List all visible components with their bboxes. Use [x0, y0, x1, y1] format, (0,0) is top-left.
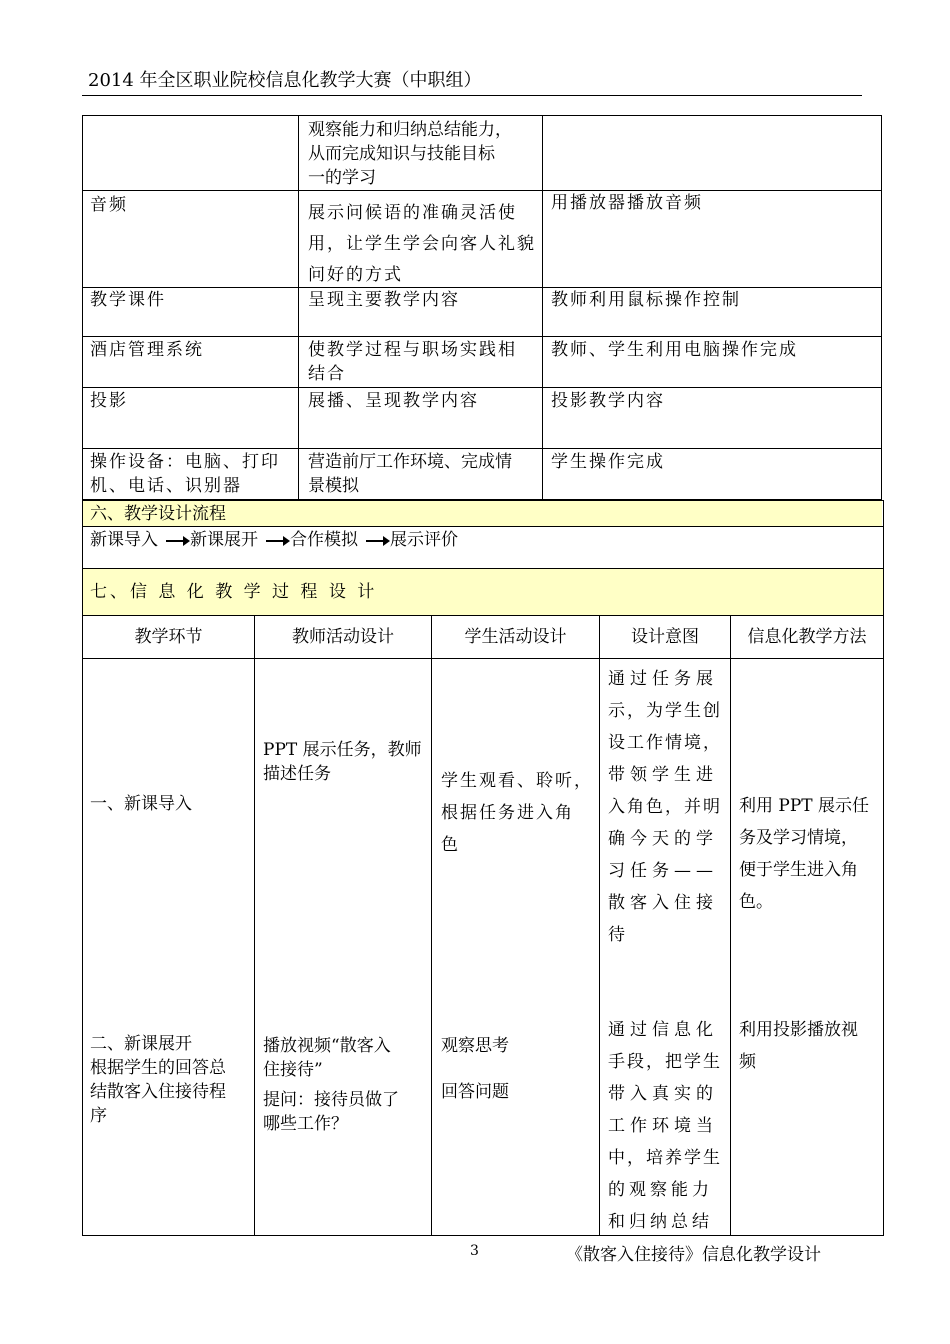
teacher-cell — [263, 738, 422, 786]
cell-line: 入角色，并明 — [608, 797, 722, 817]
cell-line: 一的学习 — [308, 168, 376, 188]
media-purpose-cell: 呈现主要教学内容 — [308, 290, 460, 310]
cell-line: 带领学生进 — [608, 765, 718, 785]
table-border — [599, 615, 600, 1236]
col-header-stage: 教学环节 — [134, 627, 203, 647]
media-usage-cell: 用播放器播放音频 — [551, 193, 703, 213]
media-usage-cell: 教师利用鼠标操作控制 — [551, 290, 741, 310]
table-border — [730, 615, 731, 1236]
table-border — [82, 336, 882, 337]
table-border — [82, 658, 884, 659]
cell-line: 工作环境当 — [608, 1116, 718, 1136]
media-purpose-cell — [308, 198, 536, 291]
cell-line: 中，培养学生 — [608, 1148, 722, 1168]
cell-line: 待 — [608, 925, 627, 945]
cell-line: 的观察能力 — [608, 1180, 713, 1200]
cell-line: 通过任务展 — [608, 669, 718, 689]
table-border — [82, 448, 882, 449]
stage-cell — [90, 1032, 226, 1128]
cell-line: 提问：接待员做了 — [263, 1090, 399, 1110]
table-border — [82, 500, 83, 568]
media-name-cell: 酒店管理系统 — [90, 340, 204, 360]
cell-line: 根据任务进入角 — [441, 803, 574, 823]
table-border — [298, 115, 299, 500]
media-purpose-cell — [308, 118, 512, 190]
table-border — [82, 615, 884, 616]
flow-step: 展示评价 — [390, 530, 458, 550]
cell-line: 结散客入住接待程 — [90, 1082, 226, 1102]
cell-line: 二、新课展开 — [90, 1034, 192, 1054]
cell-line: 利用 PPT 展示任 — [739, 796, 870, 816]
table-border — [82, 387, 882, 388]
method-cell — [739, 790, 869, 918]
col-header-intent: 设计意图 — [631, 627, 699, 647]
cell-line: 示，为学生创 — [608, 701, 722, 721]
cell-line: 机、电话、识别器 — [90, 476, 242, 496]
cell-line: 景模拟 — [308, 476, 359, 496]
table-border — [254, 615, 255, 1236]
cell-line: 务及学习情境， — [739, 828, 858, 848]
design-flow — [90, 528, 458, 552]
media-name-cell: 教学课件 — [90, 290, 166, 310]
cell-line: 色 — [441, 835, 460, 855]
page-header-title: 2014 年全区职业院校信息化教学大赛（中职组） — [88, 70, 482, 91]
cell-line: 色。 — [739, 892, 773, 912]
section7-title: 七、信 息 化 教 学 过 程 设 计 — [90, 582, 378, 602]
cell-line: 使教学过程与职场实践相 — [308, 340, 517, 360]
cell-line: 播放视频“散客入 — [263, 1036, 391, 1056]
flow-step: 新课展开 — [190, 530, 258, 550]
page-number: 3 — [470, 1243, 479, 1259]
arrow-right-icon — [366, 540, 388, 542]
stage-cell: 一、新课导入 — [90, 794, 192, 814]
table-border — [82, 115, 882, 116]
table-border — [881, 115, 882, 500]
cell-line: 序 — [90, 1106, 107, 1126]
cell-line: 展示问候语的准确灵活使 — [308, 203, 517, 223]
intent-cell — [608, 663, 722, 951]
cell-line: 营造前厅工作环境、完成情 — [308, 452, 512, 472]
section6-title: 六、教学设计流程 — [90, 504, 226, 524]
media-purpose-cell — [308, 450, 512, 498]
cell-line: 操作设备：电脑、打印 — [90, 452, 280, 472]
cell-line: 频 — [739, 1052, 756, 1072]
media-usage-cell: 教师、学生利用电脑操作完成 — [551, 340, 798, 360]
cell-line: 从而完成知识与技能目标 — [308, 144, 495, 164]
table-border — [542, 115, 543, 500]
media-purpose-cell — [308, 338, 517, 386]
cell-line: 描述任务 — [263, 764, 331, 784]
intent-cell — [608, 1014, 722, 1238]
footer-doc-title: 《散客入住接待》信息化教学设计 — [566, 1245, 821, 1265]
cell-line: 住接待” — [263, 1060, 323, 1080]
table-border — [82, 500, 884, 501]
cell-line: 手段，把学生 — [608, 1052, 722, 1072]
cell-line: PPT 展示任务，教师 — [263, 740, 422, 760]
cell-line: 问好的方式 — [308, 265, 403, 285]
method-cell — [739, 1014, 858, 1078]
cell-line: 利用投影播放视 — [739, 1020, 858, 1040]
table-border — [883, 500, 884, 568]
media-purpose-cell: 展播、呈现教学内容 — [308, 391, 479, 411]
table-border — [431, 615, 432, 1236]
media-name-cell: 音频 — [90, 195, 128, 215]
cell-line: 通过信息化 — [608, 1020, 718, 1040]
cell-line: 结合 — [308, 364, 346, 384]
media-usage-cell: 投影教学内容 — [551, 391, 665, 411]
cell-line: 哪些工作？ — [263, 1114, 348, 1134]
col-header-student: 学生活动设计 — [464, 627, 567, 647]
cell-line: 习任务—— — [608, 861, 718, 881]
cell-line: 学生观看、聆听， — [441, 771, 593, 791]
media-name-cell: 投影 — [90, 391, 128, 411]
cell-line: 便于学生进入角 — [739, 860, 858, 880]
table-border — [82, 190, 882, 191]
media-name-cell — [90, 450, 280, 498]
table-border — [82, 526, 884, 527]
header-rule — [82, 95, 862, 96]
cell-line: 观察能力和归纳总结能力， — [308, 120, 512, 140]
cell-line: 观察思考 — [441, 1036, 509, 1056]
table-border — [82, 568, 83, 1236]
cell-line: 回答问题 — [441, 1082, 509, 1102]
cell-line: 散客入住接 — [608, 893, 718, 913]
student-cell — [441, 765, 593, 861]
cell-line: 根据学生的回答总 — [90, 1058, 226, 1078]
col-header-teacher: 教师活动设计 — [292, 627, 394, 647]
cell-line: 和归纳总结 — [608, 1212, 713, 1232]
teacher-cell — [263, 1034, 399, 1136]
cell-line: 设工作情境， — [608, 733, 722, 753]
media-usage-cell: 学生操作完成 — [551, 452, 665, 472]
cell-line: 带入真实的 — [608, 1084, 718, 1104]
arrow-right-icon — [266, 540, 288, 542]
student-cell — [441, 1034, 509, 1104]
cell-line: 用，让学生学会向客人礼貌 — [308, 234, 536, 254]
cell-line: 确今天的学 — [608, 829, 718, 849]
flow-step: 合作模拟 — [290, 530, 358, 550]
col-header-method: 信息化教学方法 — [747, 627, 867, 647]
table-border — [82, 115, 83, 500]
table-border — [883, 568, 884, 1236]
flow-step: 新课导入 — [90, 530, 158, 550]
table-border — [82, 1235, 884, 1236]
arrow-right-icon — [166, 540, 188, 542]
